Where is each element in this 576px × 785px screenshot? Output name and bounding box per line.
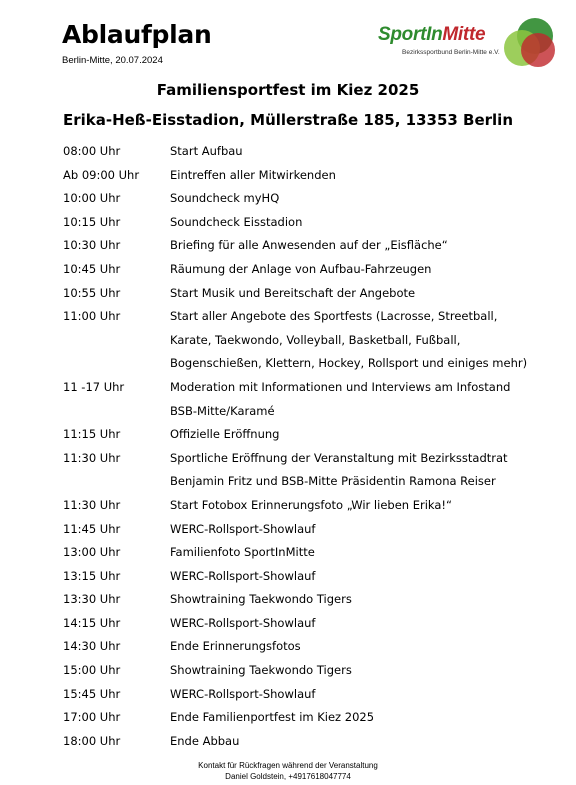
schedule-description-line: BSB-Mitte/Karamé: [170, 403, 275, 418]
schedule-description-line: Ende Abbau: [170, 733, 240, 748]
schedule-time: 14:30 Uhr: [63, 639, 121, 654]
schedule-description-line: Sportliche Eröffnung der Veranstaltung mit Bezirksstadtrat: [170, 450, 508, 465]
schedule-time: 10:45 Uhr: [63, 261, 121, 276]
schedule-description-line: Familienfoto SportInMitte: [170, 545, 315, 560]
schedule-time: 17:00 Uhr: [63, 710, 121, 725]
schedule-time: 18:00 Uhr: [63, 733, 121, 748]
schedule-description: [170, 258, 563, 282]
schedule-description: [170, 635, 563, 659]
schedule-row: [63, 565, 563, 589]
schedule-description-line: Eintreffen aller Mitwirkenden: [170, 167, 336, 182]
schedule-time: 10:30 Uhr: [63, 238, 121, 253]
event-venue: Erika-Heß-Eisstadion, Müllerstraße 185, 13353 Berlin: [62, 111, 514, 129]
logo-wordmark: [378, 24, 485, 46]
schedule-description: [170, 140, 563, 164]
schedule-description: [170, 494, 563, 518]
sportinmitte-logo: [378, 16, 558, 72]
schedule-time: 11:15 Uhr: [63, 427, 121, 442]
schedule-description: [170, 376, 563, 423]
schedule-row: [63, 683, 563, 707]
schedule-row: [63, 612, 563, 636]
schedule-description-line: Benjamin Fritz und BSB-Mitte Präsidentin Ramona Reiser: [170, 474, 496, 489]
schedule-row: [63, 706, 563, 730]
logo-word-sportin: SportIn: [378, 24, 443, 45]
document-date: Berlin-Mitte, 20.07.2024: [62, 55, 163, 66]
schedule-row: [63, 187, 563, 211]
schedule-description: [170, 612, 563, 636]
schedule-row: [63, 494, 563, 518]
schedule-row: [63, 447, 563, 494]
schedule-row: [63, 164, 563, 188]
schedule-description: [170, 659, 563, 683]
logo-word-mitte: Mitte: [442, 24, 486, 45]
schedule-time: 10:55 Uhr: [63, 285, 121, 300]
contact-footer: [0, 760, 576, 782]
schedule-row: [63, 376, 563, 423]
schedule-description-line: Karate, Taekwondo, Volleyball, Basketball, Fußball,: [170, 332, 461, 347]
schedule-description: [170, 187, 563, 211]
schedule-time: 11:30 Uhr: [63, 497, 121, 512]
schedule-description-line: Briefing für alle Anwesenden auf der „Eisfläche“: [170, 238, 448, 253]
schedule-description: [170, 211, 563, 235]
schedule-description-line: Soundcheck myHQ: [170, 191, 280, 206]
logo-tagline: Bezirkssportbund Berlin-Mitte e.V.: [402, 49, 500, 56]
schedule-time: 10:15 Uhr: [63, 214, 121, 229]
schedule-time: 08:00 Uhr: [63, 144, 121, 158]
schedule-row: [63, 588, 563, 612]
schedule-time: 11:45 Uhr: [63, 521, 121, 536]
schedule-description-line: Showtraining Taekwondo Tigers: [170, 592, 352, 607]
contact-note: Kontakt für Rückfragen während der Veranstaltung: [198, 761, 378, 770]
schedule-description-line: Soundcheck Eisstadion: [170, 214, 303, 229]
schedule-description: [170, 164, 563, 188]
schedule-description-line: Offizielle Eröffnung: [170, 427, 280, 442]
schedule-description-line: Showtraining Taekwondo Tigers: [170, 663, 352, 678]
schedule-description: [170, 706, 563, 730]
schedule-description: [170, 282, 563, 306]
schedule-row: [63, 635, 563, 659]
schedule-description: [170, 541, 563, 565]
schedule-time: 10:00 Uhr: [63, 191, 121, 206]
schedule-description: [170, 730, 563, 754]
schedule-time: 11:30 Uhr: [63, 450, 121, 465]
schedule-time: 14:15 Uhr: [63, 615, 121, 630]
schedule-row: [63, 541, 563, 565]
schedule-description-line: Bogenschießen, Klettern, Hockey, Rollsport und einiges mehr): [170, 356, 528, 371]
schedule-time: 11:00 Uhr: [63, 309, 121, 324]
schedule-row: [63, 305, 563, 376]
schedule-description-line: Start Fotobox Erinnerungsfoto „Wir lieben Erika!“: [170, 497, 452, 512]
schedule-row: [63, 423, 563, 447]
schedule-description-line: Start Musik und Bereitschaft der Angebote: [170, 285, 416, 300]
schedule-time: 15:45 Uhr: [63, 686, 121, 701]
schedule-description: [170, 683, 563, 707]
schedule-description: [170, 565, 563, 589]
schedule-row: [63, 211, 563, 235]
schedule-time: 15:00 Uhr: [63, 663, 121, 678]
schedule-time: 11 -17 Uhr: [63, 379, 125, 394]
schedule-description: [170, 518, 563, 542]
schedule-description: [170, 588, 563, 612]
schedule-row: [63, 518, 563, 542]
schedule-row: [63, 730, 563, 754]
event-name: Familiensportfest im Kiez 2025: [156, 81, 420, 99]
schedule-description-line: Ende Erinnerungsfotos: [170, 639, 301, 654]
schedule-description-line: WERC-Rollsport-Showlauf: [170, 686, 316, 701]
schedule-description-line: Start Aufbau: [170, 144, 243, 158]
schedule-row: [63, 258, 563, 282]
schedule-time: Ab 09:00 Uhr: [63, 167, 140, 182]
schedule-list: [63, 140, 563, 753]
schedule-description-line: Start aller Angebote des Sportfests (Lacrosse, Streetball,: [170, 309, 498, 324]
schedule-description-line: Räumung der Anlage von Aufbau-Fahrzeugen: [170, 261, 432, 276]
schedule-description: [170, 447, 563, 494]
schedule-description-line: Moderation mit Informationen und Interviews am Infostand: [170, 379, 511, 394]
schedule-description-line: Ende Familienportfest im Kiez 2025: [170, 710, 375, 725]
schedule-row: [63, 282, 563, 306]
contact-person: Daniel Goldstein, +4917618047774: [225, 772, 351, 781]
schedule-time: 13:30 Uhr: [63, 592, 121, 607]
schedule-row: [63, 234, 563, 258]
schedule-description-line: WERC-Rollsport-Showlauf: [170, 521, 316, 536]
schedule-description: [170, 423, 563, 447]
schedule-description: [170, 234, 563, 258]
page-title: Ablaufplan: [62, 20, 212, 49]
schedule-time: 13:15 Uhr: [63, 568, 121, 583]
logo-circles-icon: [500, 16, 558, 72]
schedule-description-line: WERC-Rollsport-Showlauf: [170, 568, 316, 583]
schedule-description-line: WERC-Rollsport-Showlauf: [170, 615, 316, 630]
schedule-row: [63, 140, 563, 164]
schedule-row: [63, 659, 563, 683]
schedule-description: [170, 305, 563, 376]
schedule-time: 13:00 Uhr: [63, 545, 121, 560]
